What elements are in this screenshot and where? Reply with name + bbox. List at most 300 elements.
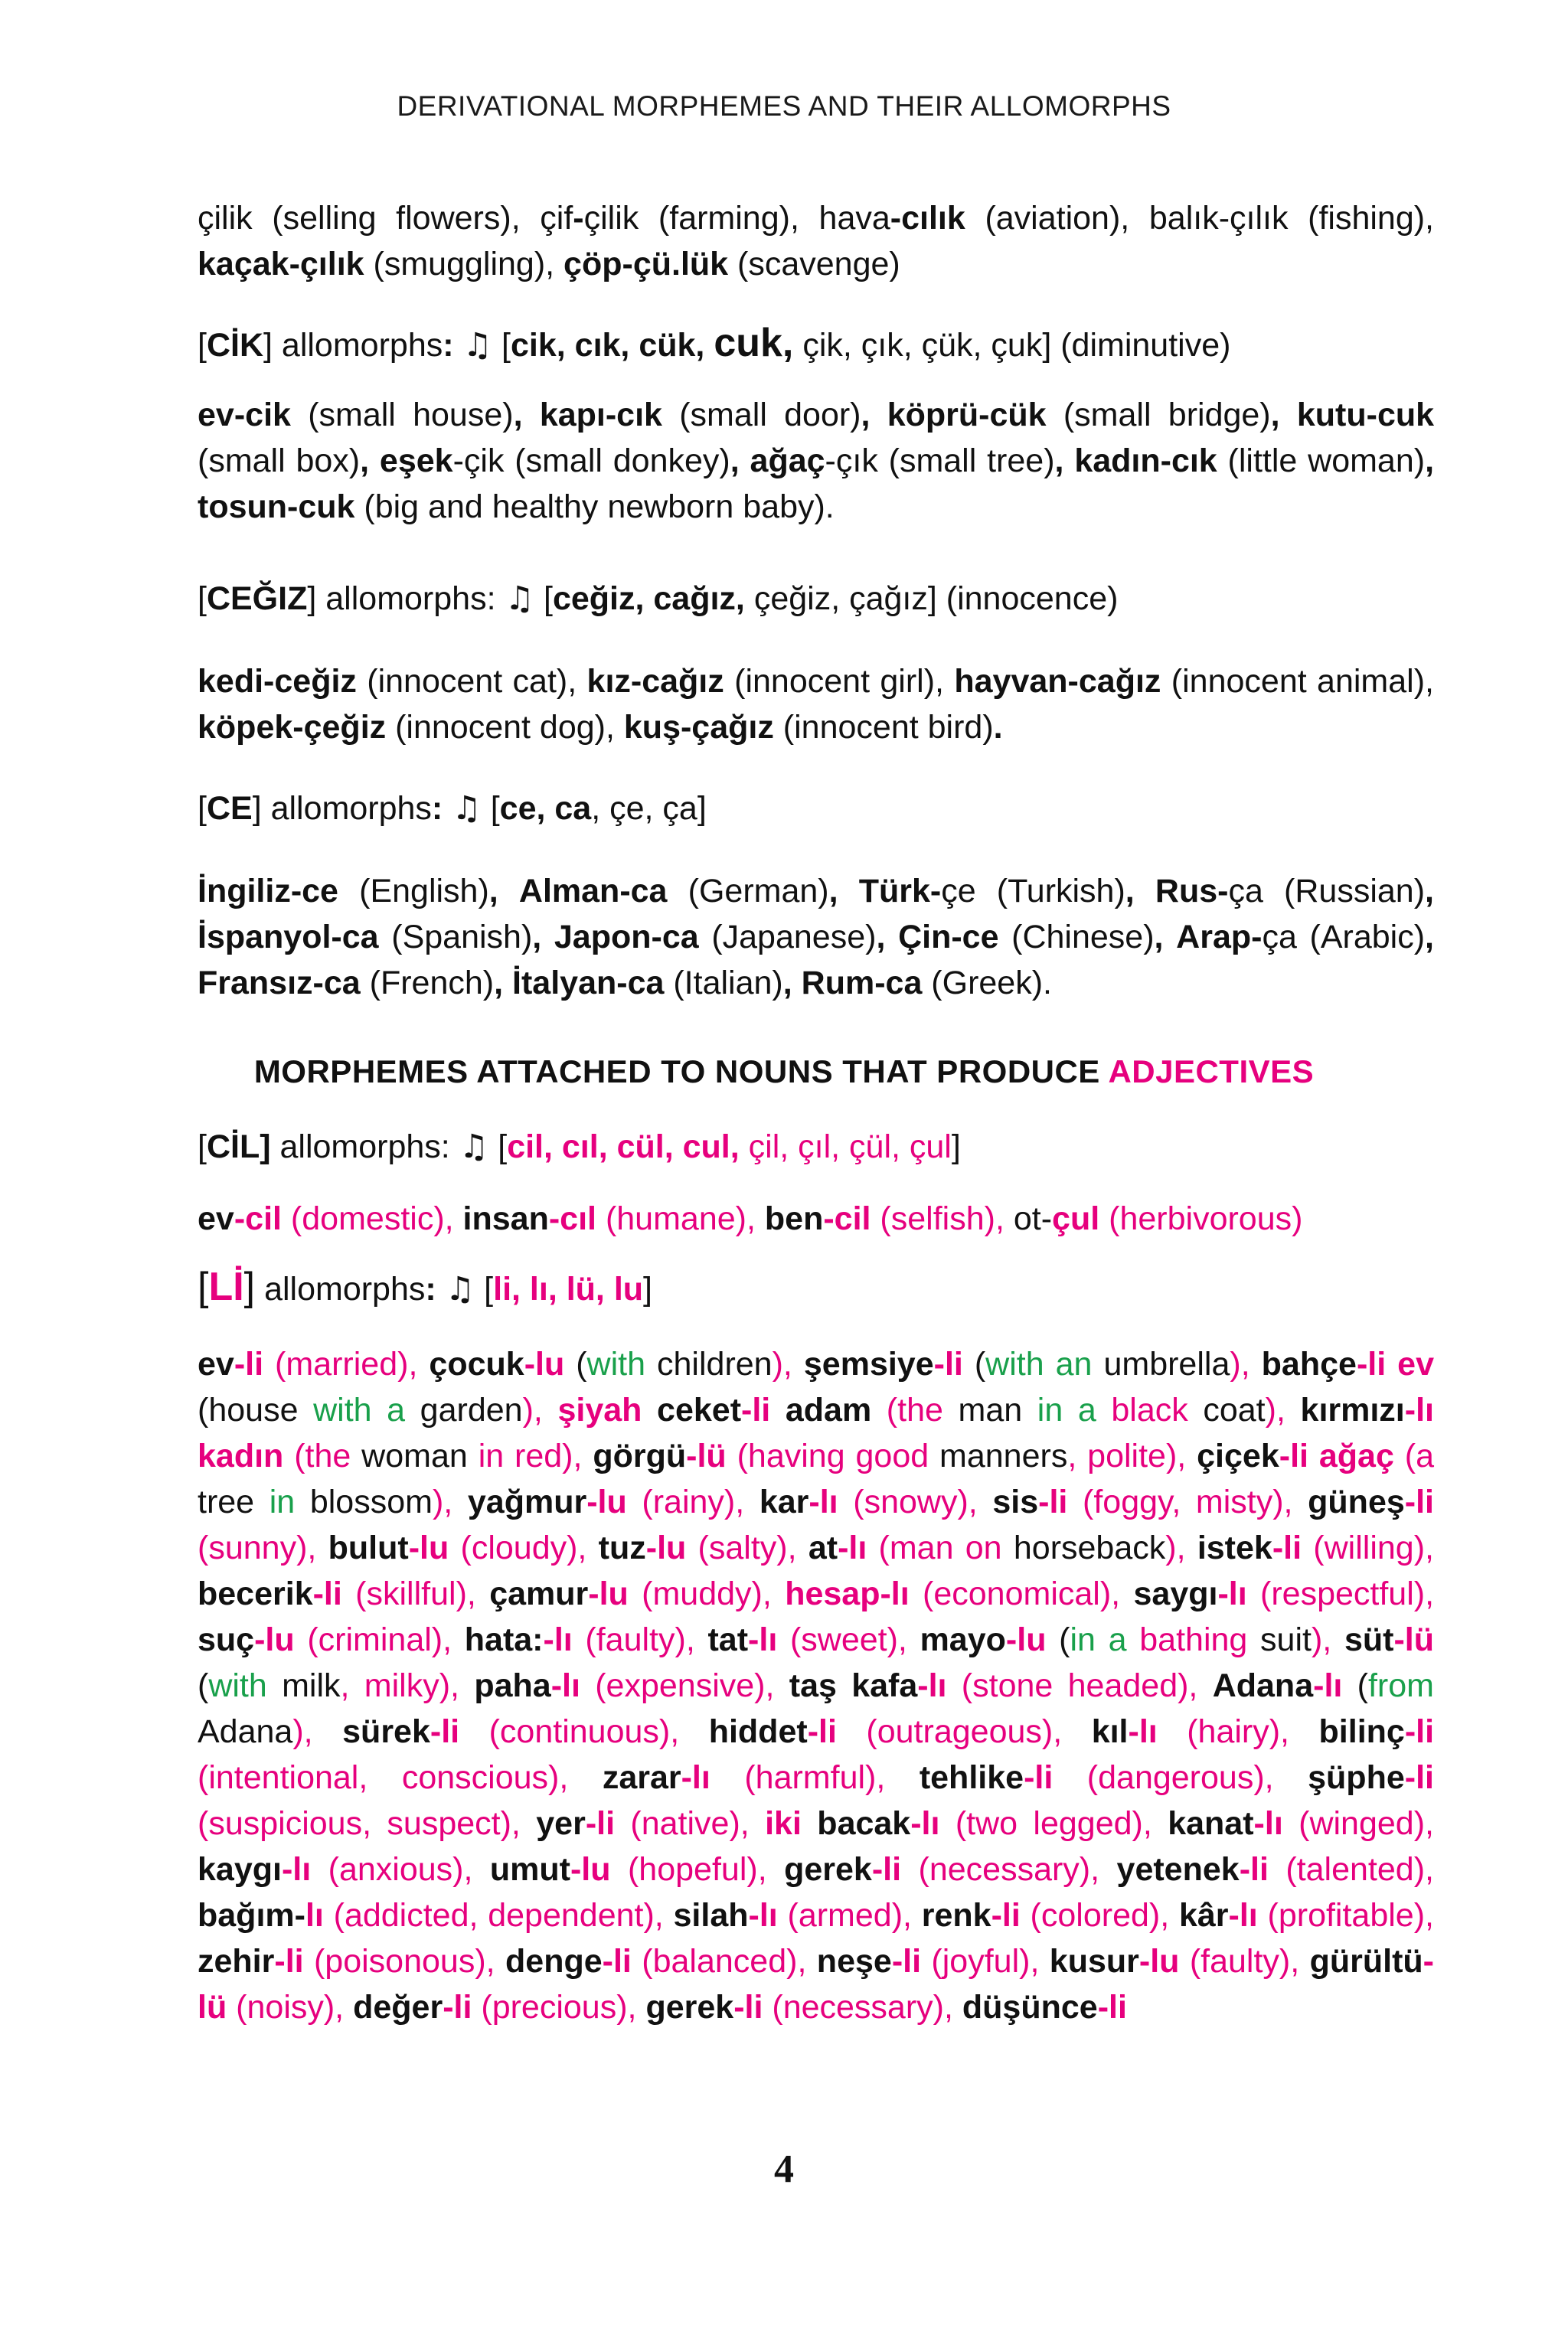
text-run: , — [532, 919, 542, 955]
running-header: DERIVATIONAL MORPHEMES AND THEIR ALLOMORPHS — [397, 90, 1171, 122]
text-run: suç — [198, 1621, 255, 1658]
text-run — [1169, 1897, 1179, 1934]
text-run: Alman-ca — [518, 873, 668, 909]
text-run: ♫ — [505, 580, 535, 618]
text-run: Adana — [198, 1713, 293, 1750]
text-run — [1285, 1392, 1301, 1429]
text-run: (humane), — [596, 1200, 756, 1237]
examples-text — [198, 1341, 1434, 2030]
text-run: (French) — [360, 965, 495, 1001]
text-run: in red), — [478, 1438, 583, 1474]
text-run: (intentional, conscious), — [198, 1759, 569, 1796]
text-run: (sweet), — [777, 1621, 907, 1658]
section-heading — [0, 1053, 1568, 1090]
text-run: (noisy), — [227, 1989, 345, 2026]
text-run: -li — [1404, 1713, 1435, 1750]
text-run: ağaç — [750, 442, 825, 479]
text-run: -li — [807, 1713, 837, 1750]
text-run — [586, 1530, 598, 1566]
text-run: becerik — [198, 1576, 313, 1612]
text-run: ceğiz, cağız, — [552, 580, 745, 617]
text-run: tuz — [598, 1530, 646, 1566]
text-run: bahçe — [1261, 1346, 1357, 1383]
text-run: -lı — [1253, 1805, 1283, 1842]
text-run: cik, cık, cük, — [510, 327, 714, 364]
text-run: [ — [198, 1128, 207, 1165]
text-run: çilik (selling flowers), çif — [198, 200, 573, 237]
text-run: coat — [1187, 1392, 1266, 1429]
text-run: kapı-cık — [539, 397, 662, 433]
text-run: (economical), — [909, 1576, 1121, 1612]
text-run: ] allomorphs: — [307, 580, 505, 617]
text-run: CİL] — [206, 1128, 271, 1165]
text-run: gerek — [784, 1851, 872, 1888]
text-run: CEĞIZ — [206, 580, 308, 617]
text-run: -lı — [1128, 1713, 1158, 1750]
text-run: -li — [741, 1392, 771, 1429]
examples-text — [198, 1196, 1434, 1242]
text-run: şiyah — [557, 1392, 642, 1429]
text-run: değer — [353, 1989, 443, 2026]
text-run: çiçek — [1197, 1438, 1279, 1474]
text-run: in — [269, 1484, 296, 1520]
text-run: -li — [1356, 1346, 1387, 1383]
text-run: umut — [489, 1851, 570, 1888]
text-run: -li — [602, 1943, 632, 1980]
text-run — [772, 1576, 785, 1612]
text-run: (aviation), balık-çılık (fishing), — [965, 200, 1435, 237]
text-run: , — [1154, 919, 1164, 955]
text-run: -li — [733, 1989, 763, 2026]
text-run: ev — [1397, 1346, 1434, 1383]
text-run: kâr — [1178, 1897, 1229, 1934]
text-run — [1308, 1438, 1319, 1474]
text-run: -lı — [917, 1667, 947, 1704]
text-run: , — [1270, 397, 1280, 433]
text-run: zehir — [198, 1943, 275, 1980]
text-run: çamur — [489, 1576, 589, 1612]
text-run: (innocent animal), — [1161, 663, 1434, 700]
text-run: , milky), — [340, 1667, 459, 1704]
text-run: çöp-çü.lük — [564, 246, 729, 282]
text-run: zarar — [602, 1759, 681, 1796]
text-run: kanat — [1168, 1805, 1254, 1842]
text-run: ] — [643, 1271, 652, 1308]
text-run: ), — [1230, 1346, 1250, 1383]
text-run — [797, 1530, 808, 1566]
text-run: - — [573, 200, 584, 237]
examples-cegiz — [198, 658, 1434, 750]
text-run: (innocent bird) — [773, 709, 994, 746]
text-run: bathing — [1139, 1621, 1248, 1658]
text-run: silah — [673, 1897, 749, 1934]
text-run: -lu — [524, 1346, 565, 1383]
text-run — [806, 1943, 816, 1980]
page-number: 4 — [774, 2147, 794, 2191]
paragraph-occupations — [198, 195, 1434, 287]
text-run: -lı — [838, 1530, 867, 1566]
text-run — [740, 442, 750, 479]
text-run: suit — [1247, 1621, 1312, 1658]
text-run: ceket — [657, 1392, 742, 1429]
text-run — [498, 873, 519, 909]
text-run: (small bridge) — [1046, 397, 1271, 433]
text-run: horseback — [1001, 1530, 1166, 1566]
text-run: ot- — [1004, 1200, 1053, 1237]
text-run: (faulty), — [1179, 1943, 1300, 1980]
entry-heading-ce — [198, 785, 1434, 831]
text-run: in a — [1037, 1392, 1096, 1429]
text-run — [885, 919, 898, 955]
entry-cik — [198, 320, 1434, 368]
text-run: black — [1111, 1392, 1188, 1429]
text-run: -lu — [586, 1484, 627, 1520]
text-run: -lı — [1404, 1392, 1434, 1429]
text-run: (small box) — [198, 442, 361, 479]
text-run: ♫ — [452, 789, 482, 828]
text-run: ce, ca — [499, 790, 592, 827]
text-run: güneş — [1308, 1484, 1405, 1520]
text-run: , — [828, 873, 838, 909]
text-run: hesap — [785, 1576, 880, 1612]
text-run: (snowy), — [838, 1484, 978, 1520]
text-run: (herbivorous) — [1099, 1200, 1303, 1237]
text-run — [1152, 1805, 1168, 1842]
text-run: -li — [585, 1805, 616, 1842]
text-run: (salty), — [686, 1530, 797, 1566]
text-run: (harmful), — [710, 1759, 886, 1796]
text-run: çocuk — [429, 1346, 524, 1383]
text-run: (addicted, dependent), — [323, 1897, 664, 1934]
text-run — [838, 873, 859, 909]
text-run — [637, 1989, 646, 2026]
text-run: İtalyan-ca — [512, 965, 665, 1001]
text-run: sürek — [342, 1713, 430, 1750]
text-run: -lı — [1313, 1667, 1343, 1704]
text-run: kuş-çağız — [623, 709, 774, 746]
text-run — [802, 1805, 817, 1842]
text-run: -li — [1272, 1530, 1302, 1566]
text-run: [ — [198, 327, 207, 364]
text-run: (small door) — [662, 397, 861, 433]
text-run: [ — [534, 580, 553, 617]
entry-heading-cik — [198, 320, 1434, 368]
text-run — [1299, 1943, 1309, 1980]
text-run: (English) — [338, 873, 489, 909]
text-run — [1331, 1621, 1344, 1658]
text-run: (criminal), — [294, 1621, 452, 1658]
text-run — [417, 1346, 429, 1383]
text-run: -lu — [570, 1851, 611, 1888]
text-run — [454, 327, 463, 364]
text-run: ev-cik — [198, 397, 291, 433]
text-run: -lı — [748, 1897, 778, 1934]
text-run: allomorphs — [255, 1271, 426, 1308]
text-run: (expensive), — [580, 1667, 775, 1704]
text-run: ( — [1046, 1621, 1070, 1658]
text-run — [792, 1346, 804, 1383]
entry-ce — [198, 785, 1434, 831]
text-run: -li — [1097, 1989, 1127, 2026]
text-run — [767, 1851, 784, 1888]
text-run: görgü — [593, 1438, 687, 1474]
text-run: bağım- — [198, 1897, 305, 1934]
text-run — [756, 1200, 765, 1237]
text-run: ♫ — [462, 326, 493, 364]
text-run: ( — [564, 1346, 587, 1383]
text-run: (hopeful), — [610, 1851, 767, 1888]
text-run: (faulty), — [572, 1621, 695, 1658]
text-run — [452, 1621, 465, 1658]
text-run: adam — [785, 1392, 872, 1429]
text-run: ♫ — [459, 1128, 489, 1166]
text-run: -lı — [1228, 1897, 1258, 1934]
text-run: köprü-cük — [887, 397, 1047, 433]
text-run — [582, 1438, 593, 1474]
text-run — [1135, 873, 1155, 909]
text-run: , çe, ça] — [591, 790, 707, 827]
text-run: children — [645, 1346, 773, 1383]
text-run: ( — [1342, 1667, 1368, 1704]
text-run: tree — [198, 1484, 270, 1520]
text-run: (talented), — [1268, 1851, 1434, 1888]
text-run: , — [782, 965, 792, 1001]
text-run: ), — [1165, 1530, 1186, 1566]
text-run: , — [1425, 442, 1435, 479]
text-run: , — [730, 442, 740, 479]
text-run: bilinç — [1318, 1713, 1405, 1750]
text-run: kadın-cık — [1074, 442, 1217, 479]
text-run — [1186, 1438, 1197, 1474]
text-run: [ — [488, 1128, 508, 1165]
text-run: -li — [991, 1897, 1021, 1934]
text-run: (colored), — [1020, 1897, 1170, 1934]
text-run — [436, 1271, 446, 1308]
text-run: kusur — [1049, 1943, 1139, 1980]
text-run: -lü — [1393, 1621, 1434, 1658]
text-run: (innocent girl), — [724, 663, 955, 700]
text-run: ( — [962, 1346, 986, 1383]
text-run — [1127, 1621, 1140, 1658]
text-run: (armed), — [777, 1897, 912, 1934]
text-run — [316, 1530, 328, 1566]
text-run: with a — [313, 1392, 406, 1429]
text-run: mayo — [920, 1621, 1006, 1658]
text-run: Rum-ca — [801, 965, 923, 1001]
text-run: çil, çıl, çül, çul — [739, 1128, 952, 1165]
text-run: (profitable), — [1257, 1897, 1434, 1934]
text-run: manners — [929, 1438, 1068, 1474]
text-run: kız-cağız — [586, 663, 724, 700]
text-run: taş kafa — [789, 1667, 918, 1704]
text-run: ça (Arabic) — [1262, 919, 1426, 955]
text-run: , — [1425, 873, 1434, 909]
text-run: (the — [871, 1392, 943, 1429]
text-run: [ — [198, 580, 207, 617]
text-run: -li — [891, 1943, 922, 1980]
text-run: with an — [985, 1346, 1093, 1383]
text-run: Arap- — [1176, 919, 1263, 955]
text-run — [503, 965, 512, 1001]
text-run — [1120, 1576, 1133, 1612]
text-run — [369, 442, 380, 479]
text-run: -li — [871, 1851, 902, 1888]
text-run: Lİ — [208, 1265, 244, 1309]
text-run — [521, 1805, 536, 1842]
text-run: [ — [481, 790, 500, 827]
text-run: , — [488, 873, 498, 909]
text-run: (sunny), — [198, 1530, 317, 1566]
text-run — [1293, 1484, 1308, 1520]
text-run — [1063, 442, 1074, 479]
text-run — [679, 1713, 709, 1750]
text-run: Türk- — [858, 873, 942, 909]
text-run — [744, 1484, 760, 1520]
text-run — [1274, 1759, 1308, 1796]
text-run: -lu — [645, 1530, 687, 1566]
text-run: İspanyol-ca — [198, 919, 379, 955]
examples-cil — [198, 1196, 1434, 1242]
entry-heading-li — [198, 1264, 1434, 1312]
text-run: lı — [305, 1897, 324, 1934]
text-run: -çık (small tree) — [825, 442, 1055, 479]
text-run: -li — [234, 1346, 264, 1383]
text-run — [1280, 397, 1297, 433]
text-run: : — [425, 1271, 436, 1308]
text-run: -lu — [1138, 1943, 1180, 1980]
entry-li — [198, 1264, 1434, 1312]
text-run — [1164, 919, 1177, 955]
text-run: Adana — [1212, 1667, 1314, 1704]
text-run — [907, 1621, 920, 1658]
text-run — [885, 1759, 920, 1796]
text-run: (smuggling), — [364, 246, 564, 282]
text-run: , — [494, 965, 504, 1001]
text-run: from — [1367, 1667, 1434, 1704]
text-run: -lı — [748, 1621, 778, 1658]
text-run: İngiliz-ce — [198, 873, 338, 909]
text-run: ev — [198, 1346, 234, 1383]
text-run — [454, 1200, 463, 1237]
text-run: (innocent cat), — [356, 663, 587, 700]
text-run: kıl — [1091, 1713, 1129, 1750]
text-run — [642, 1392, 657, 1429]
text-run: -li — [312, 1576, 342, 1612]
text-run: (balanced), — [631, 1943, 807, 1980]
text-run: man — [942, 1392, 1037, 1429]
text-run: -lı — [1217, 1576, 1247, 1612]
text-run: çe (Turkish) — [941, 873, 1125, 909]
text-run — [1289, 1713, 1319, 1750]
text-run: [ — [492, 327, 511, 364]
text-run: -lu — [254, 1621, 295, 1658]
text-run: -lı — [910, 1805, 940, 1842]
text-run: ADJECTIVES — [1108, 1053, 1315, 1089]
text-run — [792, 965, 802, 1001]
examples-text — [198, 658, 1434, 750]
text-run: , — [1125, 873, 1135, 909]
text-run: kutu-cuk — [1296, 397, 1435, 433]
examples-li — [198, 1341, 1434, 2030]
text-run: (suspicious, suspect), — [198, 1805, 521, 1842]
text-run: kaygı — [198, 1851, 282, 1888]
text-run: (little woman) — [1217, 442, 1426, 479]
text-run: -cılık — [890, 200, 965, 237]
text-run: Fransız-ca — [198, 965, 361, 1001]
text-run: with — [586, 1346, 646, 1383]
text-run: garden — [405, 1392, 523, 1429]
text-run — [750, 1805, 765, 1842]
text-run: saygı — [1133, 1576, 1218, 1612]
text-run: , — [1054, 442, 1064, 479]
text-run: , — [1425, 919, 1434, 955]
text-run: -cıl — [548, 1200, 596, 1237]
text-run: -lı — [543, 1621, 573, 1658]
text-run: in a — [1070, 1621, 1127, 1658]
text-run: (poisonous), — [303, 1943, 495, 1980]
text-run: -li — [430, 1713, 460, 1750]
text-run — [523, 397, 540, 433]
text-run — [870, 397, 887, 433]
text-run: çul — [1052, 1200, 1100, 1237]
text-run — [774, 1667, 789, 1704]
text-run: yağmur — [467, 1484, 587, 1520]
text-run: (winged), — [1282, 1805, 1434, 1842]
text-run: -li — [274, 1943, 304, 1980]
text-run — [313, 1713, 343, 1750]
text-run — [452, 1484, 468, 1520]
text-run: -li — [1279, 1438, 1308, 1474]
text-run: (outrageous), — [836, 1713, 1063, 1750]
text-run: ] — [951, 1128, 961, 1165]
text-run: paha — [474, 1667, 551, 1704]
text-run: : — [431, 790, 443, 827]
text-run: -li — [1239, 1851, 1269, 1888]
text-run: (innocent dog), — [386, 709, 624, 746]
text-run: li, lı, lü, lu — [493, 1271, 644, 1308]
text-run: Rus- — [1155, 873, 1229, 909]
paragraph-text — [198, 195, 1434, 287]
text-run: -li — [1404, 1759, 1434, 1796]
text-run: (scavenge) — [728, 246, 900, 282]
text-run: hata: — [464, 1621, 544, 1658]
text-run: (big and healthy newborn baby). — [354, 488, 835, 525]
text-run: istek — [1197, 1530, 1272, 1566]
text-run — [1250, 1346, 1262, 1383]
text-run: -lü — [686, 1438, 727, 1474]
text-run: neşe — [816, 1943, 892, 1980]
text-run: (rainy), — [626, 1484, 745, 1520]
text-run: (domestic), — [281, 1200, 454, 1237]
text-run — [770, 1392, 786, 1429]
text-run: -lu — [588, 1576, 629, 1612]
text-run: (small house) — [290, 397, 514, 433]
text-run: (respectful), — [1246, 1576, 1435, 1612]
text-run: gerek — [645, 1989, 734, 2026]
text-run — [541, 919, 554, 955]
text-run: (Japanese) — [698, 919, 877, 955]
text-run: (cloudy), — [449, 1530, 587, 1566]
text-run: (muddy), — [628, 1576, 772, 1612]
text-run: tehlike — [919, 1759, 1024, 1796]
text-run: kedi-ceğiz — [198, 663, 357, 700]
text-run: (joyful), — [921, 1943, 1040, 1980]
text-run: -li — [1038, 1484, 1068, 1520]
entry-cegiz — [198, 576, 1434, 622]
text-run: kırmızı — [1300, 1392, 1405, 1429]
text-run: , — [513, 397, 523, 433]
text-run — [1096, 1392, 1112, 1429]
